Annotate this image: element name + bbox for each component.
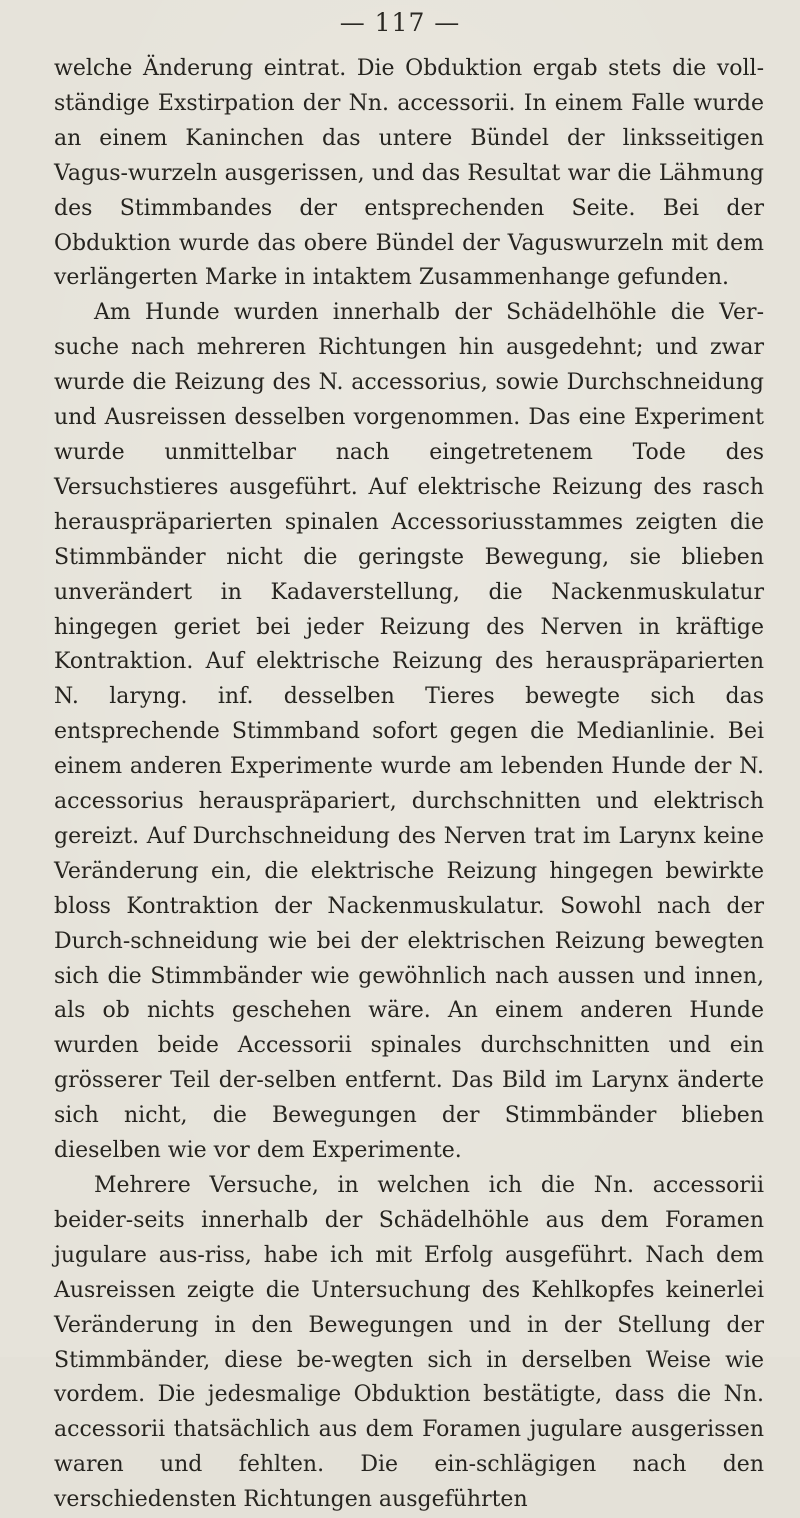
page-number: — 117 — — [339, 8, 461, 37]
paragraph-further-experiments: Mehrere Versuche, in welchen ich die Nn. accessorii beider-seits innerhalb der Schädelhöhle aus dem Foramen jugulare aus-riss, habe ich mit Erfolg ausgeführt. Nach dem Ausreissen zeigte die Untersuchung des Kehlkopfes keinerlei Veränderung in den Bewegungen und in der Stellung der Stimmbänder, diese be-wegten sich in derselben Weise wie vordem. Die jedesmalige Obduktion bestätigte, dass die Nn. accessorii thatsächlich aus dem Foramen jugulare ausgerissen waren und fehlten. Die ein-schlägigen nach den verschiedensten Richtungen ausgeführten — [54, 1173, 764, 1513]
body-text — [54, 52, 764, 1518]
paragraph-dog-experiments: Am Hunde wurden innerhalb der Schädelhöhle die Ver-suche nach mehreren Richtungen hin ausgedehnt; und zwar wurde die Reizung des N. accessorius, sowie Durchschneidung und Ausreissen desselben vorgenommen. Das eine Experiment wurde unmittelbar nach eingetretenem Tode des Versuchstieres ausgeführt. Auf elektrische Reizung des rasch herauspräparierten spinalen Accessoriusstammes zeigten die Stimmbänder nicht die geringste Bewegung, sie blieben unverändert in Kadaverstellung, die Nackenmuskulatur hingegen geriet bei jeder Reizung des Nerven in kräftige Kontraktion. Auf elektrische Reizung des herauspräparierten N. laryng. inf. desselben Tieres bewegte sich das entsprechende Stimmband sofort gegen die Medianlinie. Bei einem anderen Experimente wurde am lebenden Hunde der N. accessorius herauspräpariert, durchschnitten und elektrisch gereizt. Auf Durchschneidung des Nerven trat im Larynx keine Veränderung ein, die elektrische Reizung hingegen bewirkte bloss Kontraktion der Nackenmuskulatur. Sowohl nach der Durch-schneidung wie bei der elektrischen Reizung bewegten sich die Stimmbänder wie gewöhnlich nach aussen und innen, als ob nichts geschehen wäre. An einem anderen Hunde wurden beide Accessorii spinales durchschnitten und ein grösserer Teil der-selben entfernt. Das Bild im Larynx änderte sich nicht, die Bewegungen der Stimmbänder blieben dieselben wie vor dem Experimente. — [54, 300, 764, 1164]
paragraph-continuation: welche Änderung eintrat. Die Obduktion ergab stets die voll-ständige Exstirpation der Nn. accessorii. In einem Falle wurde an einem Kaninchen das untere Bündel der linksseitigen Vagus-wurzeln ausgerissen, und das Resultat war die Lähmung des Stimmbandes der entsprechenden Seite. Bei der Obduktion wurde das obere Bündel der Vaguswurzeln mit dem verlängerten Marke in intaktem Zusammenhange gefunden. — [54, 56, 764, 291]
